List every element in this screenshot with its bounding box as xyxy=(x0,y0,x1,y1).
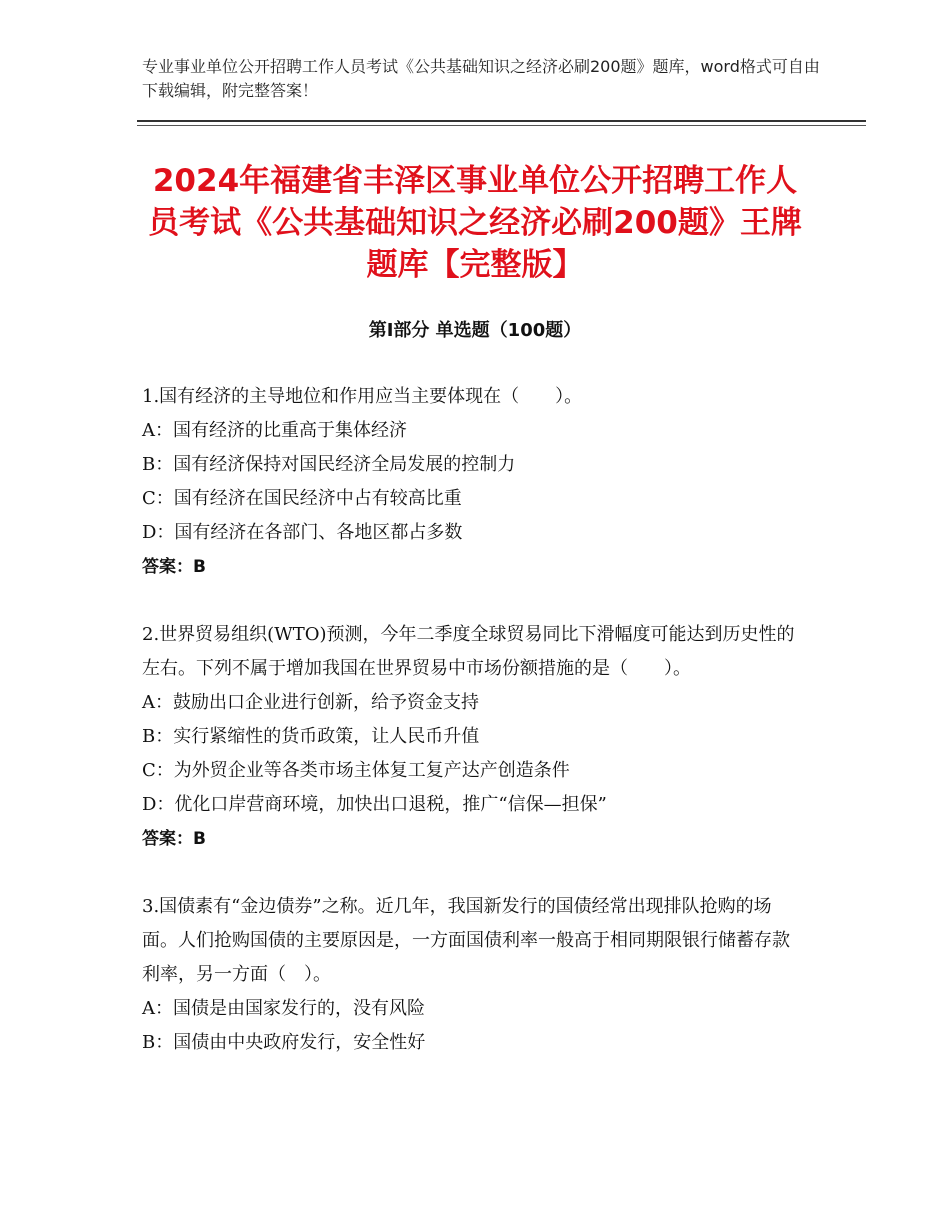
header-rule-thin xyxy=(137,125,866,126)
document-title: 2024年福建省丰泽区事业单位公开招聘工作人员考试《公共基础知识之经济必刷200题》王牌题库【完整版】 xyxy=(148,163,802,283)
option-a: A：鼓励出口企业进行创新，给予资金支持 xyxy=(142,692,479,713)
question-text: 2.世界贸易组织(WTO)预测，今年二季度全球贸易同比下滑幅度可能达到历史性的左右。下列不属于增加我国在世界贸易中市场份额措施的是（ ）。 xyxy=(142,624,795,679)
option-a: A：国有经济的比重高于集体经济 xyxy=(142,420,407,441)
option-a: A：国债是由国家发行的，没有风险 xyxy=(142,998,425,1019)
question-text: 3.国债素有“金边债券”之称。近几年，我国新发行的国债经常出现排队抢购的场面。人们抢购国债的主要原因是，一方面国债利率一般高于相同期限银行储蓄存款利率，另一方面（ ）。 xyxy=(142,896,790,985)
section-heading: 第Ⅰ部分 单选题（100题） xyxy=(368,320,582,341)
question-1 xyxy=(142,380,807,584)
question-list xyxy=(142,380,807,1094)
option-c: C：国有经济在国民经济中占有较高比重 xyxy=(142,488,462,509)
question-2 xyxy=(142,618,807,856)
header-rule-thick xyxy=(137,120,866,122)
option-b: B：国有经济保持对国民经济全局发展的控制力 xyxy=(142,454,516,475)
option-b: B：实行紧缩性的货币政策，让人民币升值 xyxy=(142,726,480,747)
question-text: 1.国有经济的主导地位和作用应当主要体现在（ ）。 xyxy=(142,386,583,407)
option-b: B：国债由中央政府发行，安全性好 xyxy=(142,1032,426,1053)
option-d: D：国有经济在各部门、各地区都占多数 xyxy=(142,522,463,543)
answer: 答案：B xyxy=(142,829,206,849)
answer: 答案：B xyxy=(142,557,206,577)
option-c: C：为外贸企业等各类市场主体复工复产达产创造条件 xyxy=(142,760,570,781)
option-d: D：优化口岸营商环境，加快出口退税，推广“信保—担保” xyxy=(142,794,607,815)
header-note: 专业事业单位公开招聘工作人员考试《公共基础知识之经济必刷200题》题库，word格式可自由下载编辑，附完整答案！ xyxy=(142,57,820,100)
question-3 xyxy=(142,890,807,1060)
